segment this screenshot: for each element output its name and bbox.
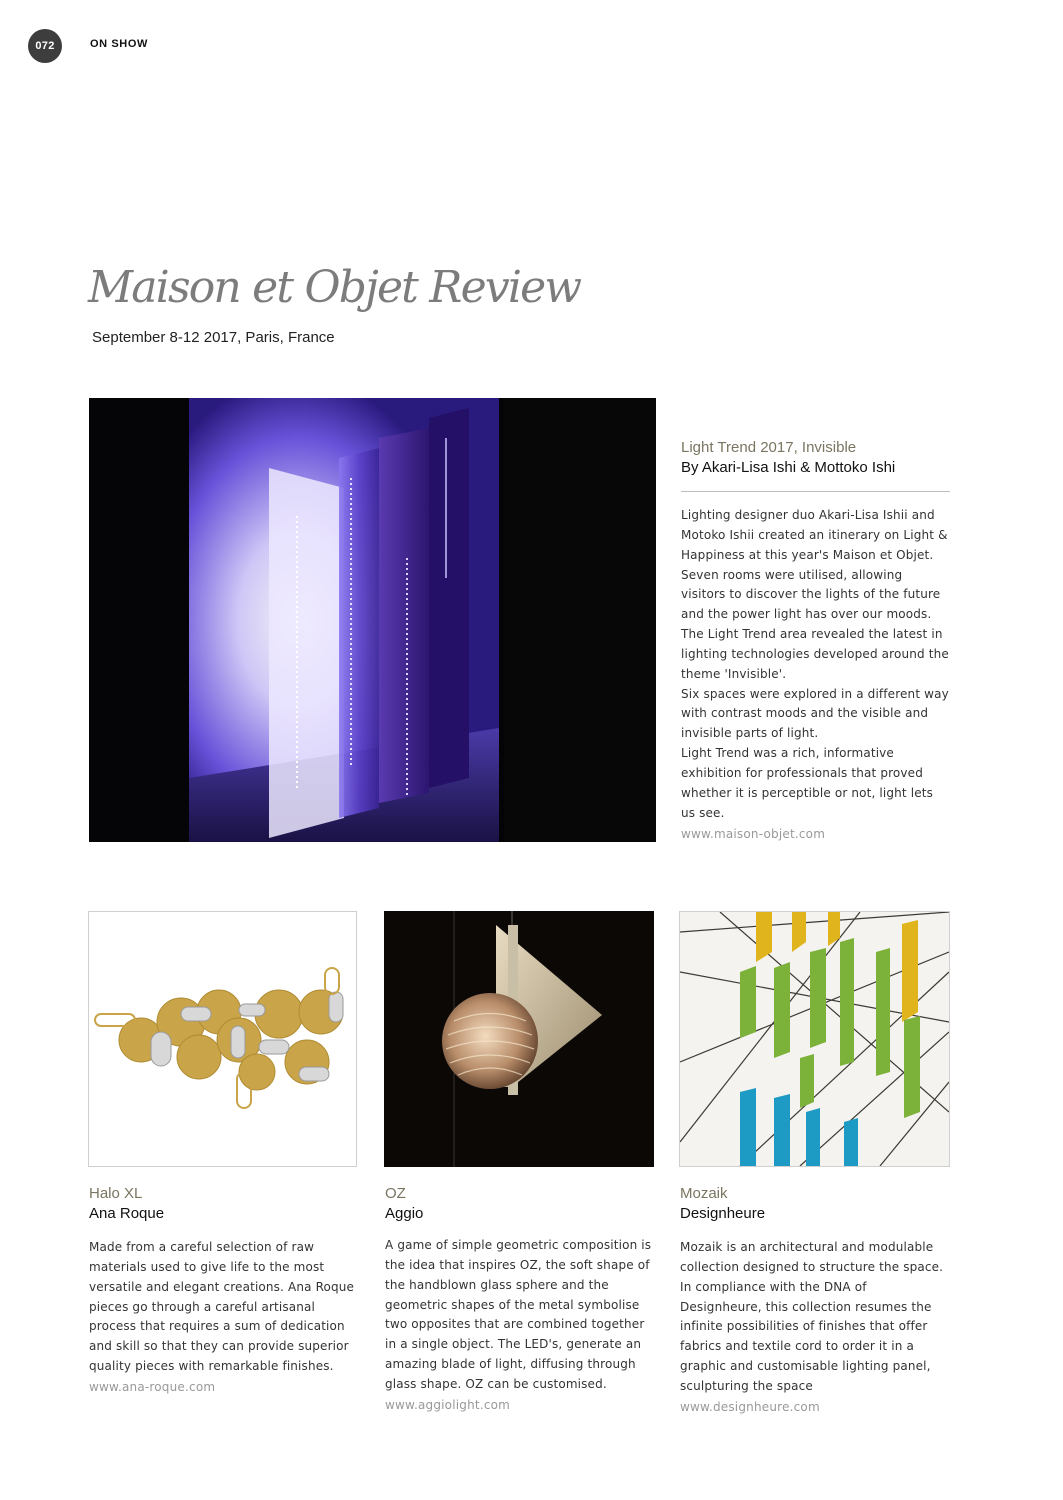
section-label: ON SHOW [90,38,148,50]
mozaik-photo [679,911,950,1167]
product-name: OZ [385,1185,406,1202]
page-number: 072 [35,40,55,52]
feature-body [681,506,950,824]
article-subtitle: September 8-12 2017, Paris, France [92,329,335,346]
product-brand: Ana Roque [89,1205,165,1222]
product-brand: Aggio [385,1205,424,1222]
mozaik-illustration [680,912,949,1166]
feature-paragraph: Light Trend was a rich, informative exhibition for professionals that proved whether it is perceptible or not, light lets us see. [681,746,934,820]
light-installation-illustration [89,398,656,842]
product-description [385,1236,657,1395]
product-paragraph: A game of simple geometric composition is the idea that inspires OZ, the soft shape of the handblown glass sphere and the geometric shapes of the metal symbolise two opposites that are combined together in a single object. The LED's, generate an amazing blade of light, diffusing through glass shape. OZ can be customised. [385,1238,652,1391]
product-paragraph: Mozaik is an architectural and modulable collection designed to structure the space. In compliance with the DNA of Designheure, this collection resumes the infinite possibilities of finishes that offer fabrics and textile cord to order it in a graphic and customisable lighting panel, sculpturing the space [680,1240,944,1393]
product-paragraph: Made from a careful selection of raw materials used to give life to the most versatile and elegant creations. Ana Roque pieces go through a careful artisanal process that requires a sum of dedication and skill so that they can provide superior quality pieces with remarkable finishes. [89,1240,355,1374]
product-url-link[interactable]: www.ana-roque.com [89,1379,216,1394]
light-trend-photo [89,398,656,842]
halo-xl-illustration [89,912,356,1166]
product-oz [385,1184,657,1415]
oz-illustration [384,911,654,1167]
feature-paragraph: Lighting designer duo Akari-Lisa Ishii and Motoko Ishii created an itinerary on Light & Happiness at this year's Maison et Objet. Seven rooms were utilised, allowing visitors to discover the lights of the future and the power light has over our moods. [681,508,948,622]
article-title: Maison et Objet Review [88,262,581,313]
feature-article [681,438,950,844]
product-description [680,1238,952,1397]
feature-url-link[interactable]: www.maison-objet.com [681,826,826,841]
product-description [89,1238,361,1377]
feature-paragraph: The Light Trend area revealed the latest in lighting technologies developed around the theme 'Invisible'. [681,627,949,681]
product-url-link[interactable]: www.designheure.com [680,1399,820,1414]
halo-xl-photo [88,911,357,1167]
page-number-badge [28,29,62,63]
product-name: Halo XL [89,1185,143,1202]
product-mozaik [680,1184,952,1417]
oz-photo [384,911,654,1167]
feature-designers: By Akari-Lisa Ishi & Mottoko Ishi [681,459,896,476]
product-brand: Designheure [680,1205,766,1222]
product-halo-xl [89,1184,361,1397]
product-name: Mozaik [680,1185,728,1202]
feature-divider [681,491,950,492]
feature-paragraph: Six spaces were explored in a different way with contrast moods and the visible and invisible parts of light. [681,686,949,741]
feature-name: Light Trend 2017, Invisible [681,439,857,456]
product-url-link[interactable]: www.aggiolight.com [385,1397,511,1412]
